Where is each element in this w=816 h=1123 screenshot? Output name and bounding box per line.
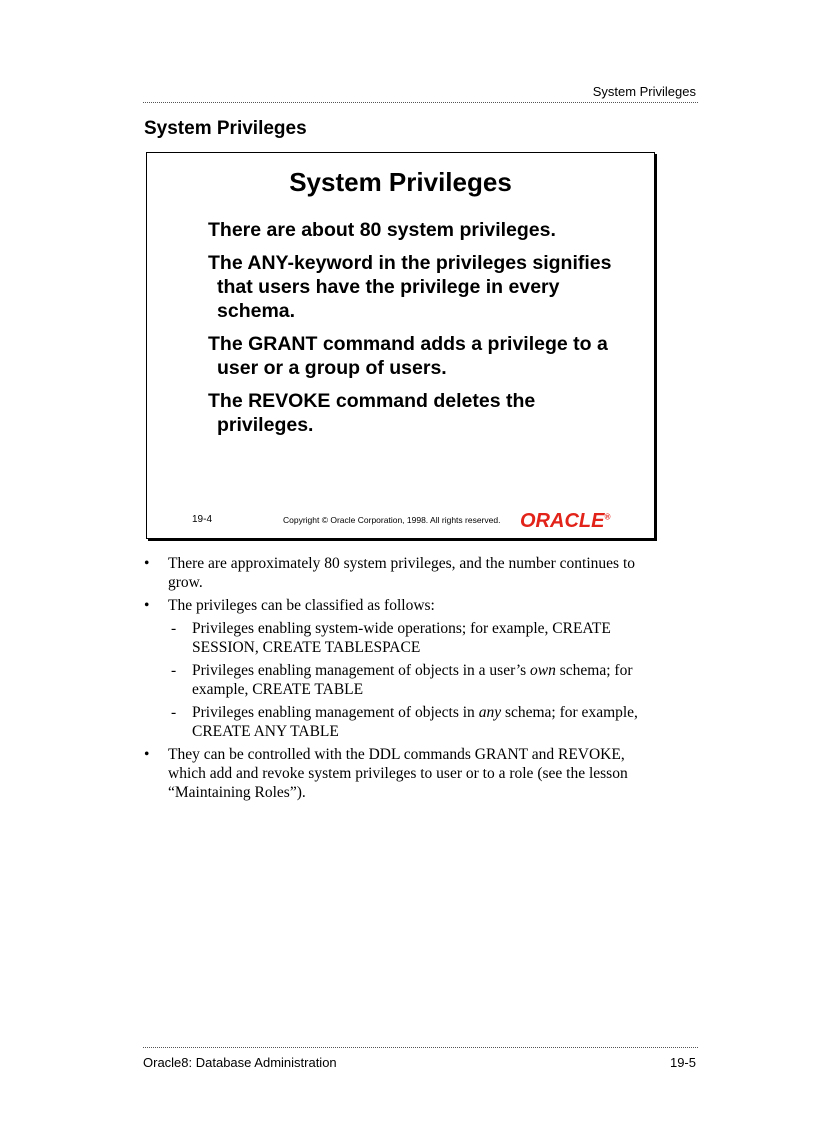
- sub-text: schema; for example, CREATE ANY TABLE: [192, 704, 638, 740]
- emphasis-own: own: [530, 662, 556, 679]
- note-text: The privileges can be classified as follows:: [168, 597, 435, 614]
- slide-point: There are about 80 system privileges.: [208, 219, 556, 241]
- book-title: Oracle8: Database Administration: [143, 1055, 337, 1070]
- page-number: 19-5: [669, 1055, 696, 1070]
- note-text: There are approximately 80 system privileges, and the number continues to grow.: [168, 555, 636, 591]
- note-bullet: [144, 596, 644, 741]
- slide-title: System Privileges: [289, 167, 512, 197]
- copyright-notice: Copyright © Oracle Corporation, 1998. All rights reserved.: [283, 515, 501, 525]
- header-rule: [143, 102, 698, 103]
- sub-item: [168, 703, 644, 741]
- running-header: System Privileges: [592, 84, 696, 99]
- oracle-logo: [520, 510, 610, 533]
- slide-point: The ANY-keyword in the privileges signifies that users have the privilege in every schema.: [208, 252, 612, 322]
- slide-point: The REVOKE command deletes the privileges.: [208, 390, 536, 436]
- sub-text: schema; for example, CREATE TABLE: [192, 662, 633, 698]
- sub-text: Privileges enabling management of objects in a user’s: [192, 662, 531, 679]
- emphasis-any: any: [478, 704, 502, 721]
- slide-number: 19-4: [192, 514, 213, 525]
- oracle-logo-text: ORACLE: [520, 510, 605, 532]
- sub-item: [168, 661, 644, 699]
- note-bullet: [144, 745, 644, 802]
- notes-list: [144, 554, 644, 806]
- sub-text: Privileges enabling system-wide operations; for example, CREATE SESSION, CREATE TABLESPACE: [192, 620, 611, 656]
- registered-mark: ®: [604, 512, 611, 522]
- sub-list: [168, 619, 644, 741]
- slide-point: The GRANT command adds a privilege to a user or a group of users.: [208, 333, 608, 379]
- note-text: They can be controlled with the DDL commands GRANT and REVOKE, which add and revoke system privileges to user or to a role (see the lesson “Maintaining Roles”).: [168, 746, 628, 801]
- note-bullet: [144, 554, 644, 592]
- section-title: System Privileges: [144, 118, 307, 139]
- footer-rule: [143, 1047, 698, 1048]
- sub-item: [168, 619, 644, 657]
- slide-frame: [146, 152, 655, 539]
- slide-points: [208, 218, 628, 446]
- sub-text: Privileges enabling management of objects in: [192, 704, 479, 721]
- slide-footer: [147, 510, 654, 530]
